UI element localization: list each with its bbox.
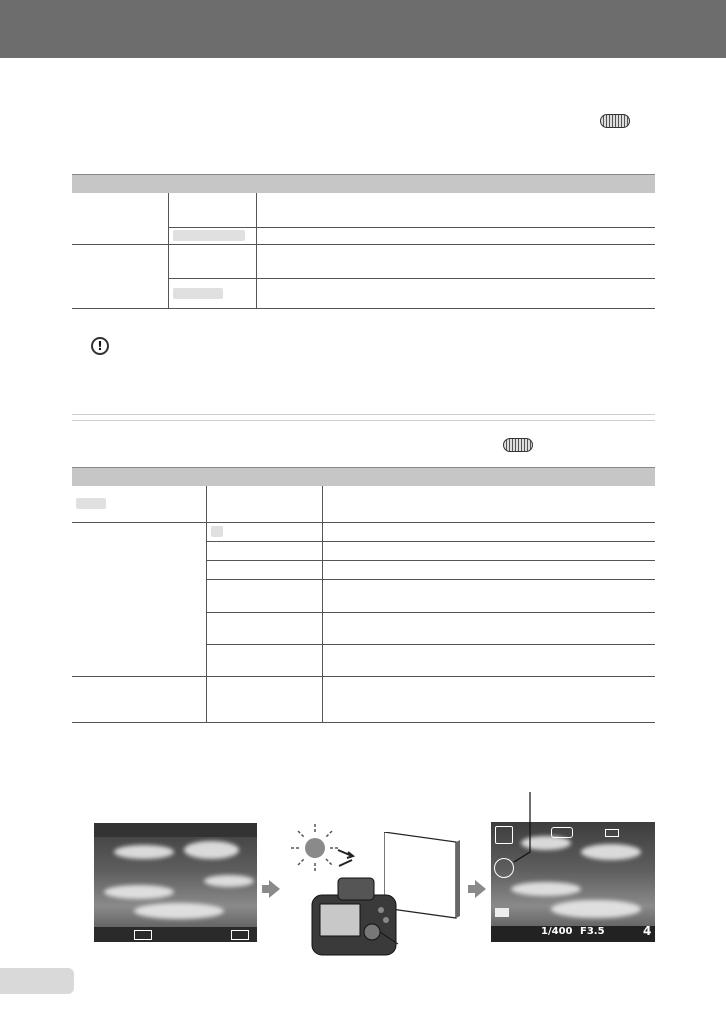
aspect-icon: [495, 908, 509, 917]
arrow-right-icon: [269, 880, 280, 898]
mode-dial-icon: [503, 438, 533, 452]
shots-remaining: 4: [643, 924, 652, 938]
battery-icon: [605, 829, 619, 837]
reflection-arrows-icon: [336, 846, 356, 868]
option-pill: [173, 288, 223, 299]
option-pill: [173, 230, 245, 241]
camera-icon: [306, 870, 406, 960]
page-header: [0, 0, 726, 58]
callout-line: [500, 790, 540, 870]
caution-icon: !: [91, 337, 109, 355]
option-pill: [76, 498, 106, 509]
osd-bar: [491, 926, 655, 942]
aperture-value: F3.5: [580, 926, 605, 937]
settings-table-1: [72, 174, 655, 309]
screen-title-bar: [94, 823, 257, 837]
stabilizer-icon: [551, 827, 573, 838]
section-separator: [72, 414, 655, 421]
back-button-icon: [134, 930, 152, 940]
settings-table-2: [72, 467, 655, 723]
arrow-right-icon: [475, 880, 486, 898]
ok-button-icon: [231, 930, 249, 940]
preview-screen-left: [94, 823, 257, 942]
page-number-tab: [0, 968, 74, 994]
screen-footer-bar: [94, 927, 257, 942]
option-pill: [211, 526, 223, 537]
mode-dial-icon: [600, 114, 630, 128]
shutter-speed: 1/400: [541, 926, 573, 937]
